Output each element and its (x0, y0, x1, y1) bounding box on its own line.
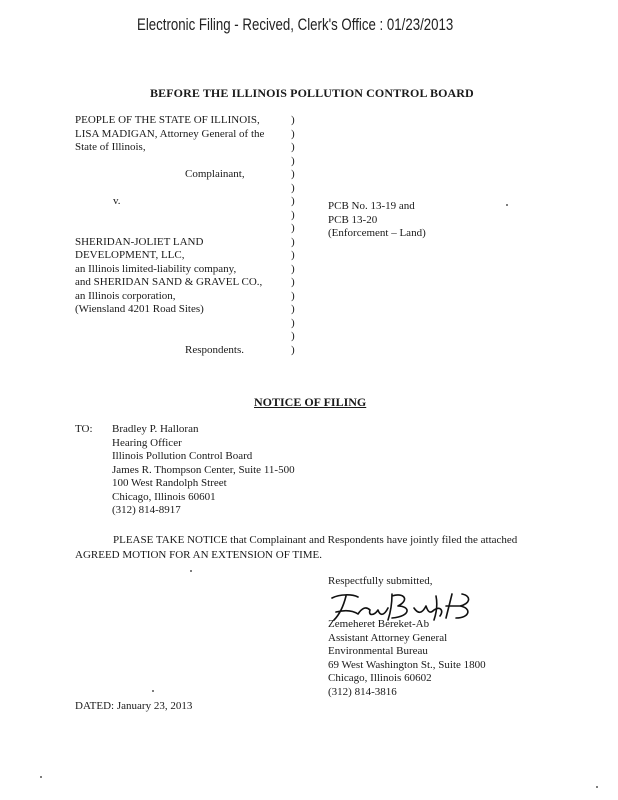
recipient-line: (312) 814-8917 (112, 504, 181, 516)
case-number-line: (Enforcement – Land) (328, 227, 426, 239)
signer-line: (312) 814-3816 (328, 685, 397, 698)
signer-line: 69 West Washington St., Suite 1800 (328, 658, 486, 671)
recipient-address (112, 423, 295, 518)
signer-line: Zemeheret Bereket-Ab (328, 618, 430, 630)
scan-speck (506, 204, 508, 206)
caption-line: Complainant, (185, 168, 245, 180)
case-number-line: PCB No. 13-19 and (328, 200, 415, 212)
caption-line: Respondents. (185, 343, 244, 356)
caption-line: DEVELOPMENT, LLC, (75, 249, 185, 261)
signer-line: Assistant Attorney General (328, 631, 448, 644)
caption-line: and SHERIDAN SAND & GRAVEL CO., (75, 276, 263, 288)
scan-speck (596, 786, 598, 788)
caption-line: (Wiensland 4201 Road Sites) (75, 303, 204, 315)
document-title: BEFORE THE ILLINOIS POLLUTION CONTROL BOARD (150, 86, 474, 100)
recipient-line: James R. Thompson Center, Suite 11-500 (112, 463, 295, 476)
scan-speck (190, 570, 192, 572)
caption-line (75, 222, 264, 236)
caption-line (75, 182, 264, 196)
caption-line (75, 155, 264, 169)
caption-line: an Illinois limited-liability company, (75, 262, 237, 275)
signature-block (328, 618, 486, 699)
case-number-block (328, 200, 426, 241)
recipient-line: Bradley P. Halloran (112, 423, 199, 435)
case-number-line: PCB 13-20 (328, 213, 378, 226)
recipient-line: Illinois Pollution Control Board (112, 450, 253, 462)
caption-line: an Illinois corporation, (75, 289, 176, 302)
caption-line (75, 209, 264, 223)
caption-line: State of Illinois, (75, 141, 146, 153)
closing-line: Respectfully submitted, (328, 575, 433, 587)
electronic-filing-header: Electronic Filing - Recived, Clerk's Office : 01/23/2013 (137, 15, 454, 34)
signer-line: Chicago, Illinois 60602 (328, 672, 432, 684)
case-caption-parties (75, 114, 264, 357)
caption-line: SHERIDAN-JOLIET LAND (75, 235, 204, 248)
notice-of-filing-title: NOTICE OF FILING (254, 395, 367, 409)
to-label: TO: (75, 423, 93, 435)
recipient-line: 100 West Randolph Street (112, 477, 227, 489)
recipient-line: Chicago, Illinois 60601 (112, 490, 216, 503)
scan-speck (40, 776, 42, 778)
recipient-line: Hearing Officer (112, 436, 182, 449)
scan-speck (152, 690, 154, 692)
dated-line: DATED: January 23, 2013 (75, 700, 193, 712)
caption-line: LISA MADIGAN, Attorney General of the (75, 127, 265, 140)
caption-line: PEOPLE OF THE STATE OF ILLINOIS, (75, 114, 260, 126)
signer-line: Environmental Bureau (328, 645, 428, 657)
caption-line: v. (113, 195, 121, 207)
caption-line (75, 317, 264, 331)
caption-parentheses: ) ) ) ) ) ) ) ) ) ) ) ) ) ) ) ) ) ) (291, 114, 295, 356)
caption-line (75, 330, 264, 344)
notice-body: PLEASE TAKE NOTICE that Complainant and Respondents have jointly filed the attached AGREED MOTION FOR AN EXTENSION OF TIME. (75, 534, 518, 561)
